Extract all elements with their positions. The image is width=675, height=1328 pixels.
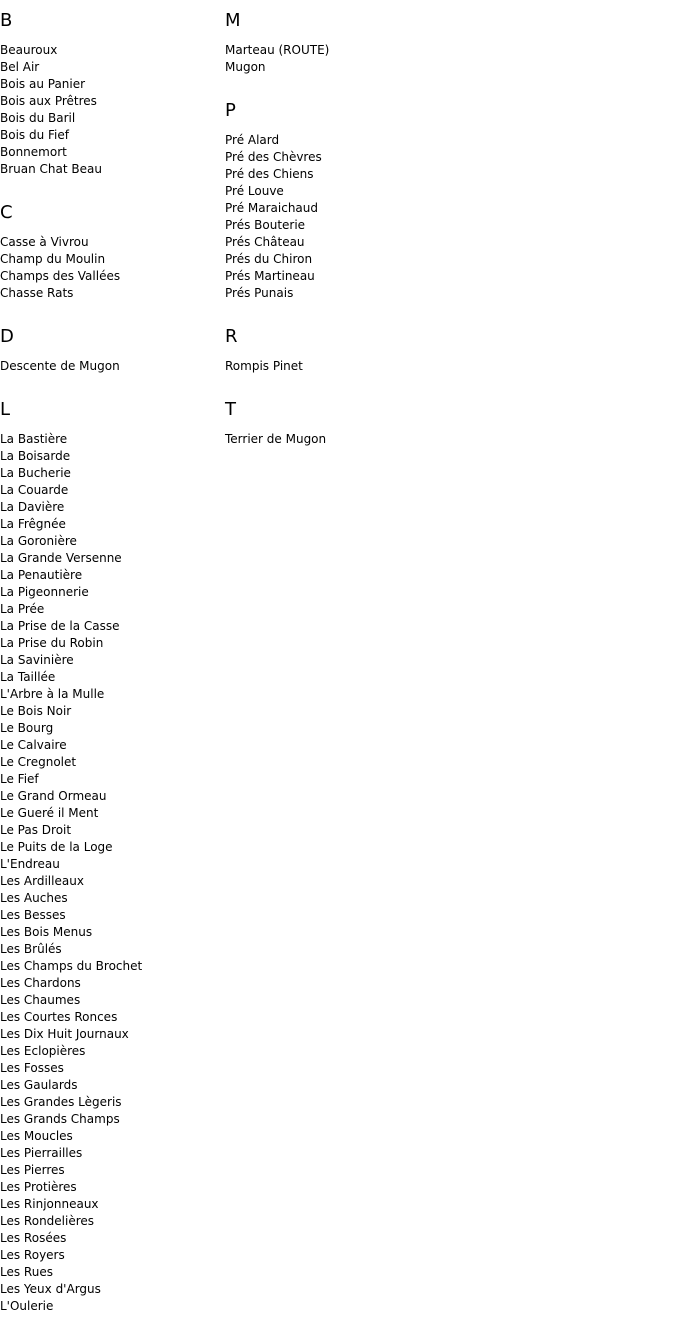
section-spacer	[225, 302, 445, 316]
place-name-entry: L'Endreau	[0, 857, 60, 871]
place-name-entry: Les Gaulards	[0, 1078, 78, 1092]
place-name-entry: La Pigeonnerie	[0, 585, 89, 599]
entry-list	[0, 358, 220, 375]
place-name-entry: Terrier de Mugon	[225, 432, 327, 446]
section-spacer	[0, 178, 220, 192]
place-name-entry: Prés Bouterie	[225, 218, 306, 232]
entry-list	[0, 431, 220, 1315]
entry-list	[225, 132, 445, 302]
place-name-entry: Les Pierrailles	[0, 1146, 83, 1160]
place-name-entry: Les Fosses	[0, 1061, 64, 1075]
place-name-entry: Le Cregnolet	[0, 755, 77, 769]
place-name-entry: Les Moucles	[0, 1129, 73, 1143]
place-name-entry: Les Chardons	[0, 976, 81, 990]
place-name-entry: Rompis Pinet	[225, 359, 303, 373]
section-letter-heading: M	[225, 10, 241, 31]
place-name-entry: Les Champs du Brochet	[0, 959, 143, 973]
place-name-entry: Le Calvaire	[0, 738, 67, 752]
place-name-entry: Le Grand Ormeau	[0, 789, 107, 803]
letter-section-c	[0, 192, 220, 316]
section-spacer	[0, 302, 220, 316]
place-name-entry: Bois au Panier	[0, 77, 86, 91]
place-name-entry: Pré des Chiens	[225, 167, 314, 181]
place-name-entry: Bonnemort	[0, 145, 67, 159]
place-name-entry: La Prée	[0, 602, 45, 616]
entry-list	[0, 42, 220, 178]
place-name-entry: Mugon	[225, 60, 266, 74]
section-spacer	[225, 76, 445, 90]
place-name-entry: La Prise du Robin	[0, 636, 104, 650]
place-name-entry: Les Dix Huit Journaux	[0, 1027, 129, 1041]
section-letter-heading: T	[225, 399, 236, 420]
letter-section-l	[0, 389, 220, 1315]
place-name-entry: Les Pierres	[0, 1163, 65, 1177]
letter-section-p	[225, 90, 445, 316]
place-name-entry: Prés Château	[225, 235, 305, 249]
letter-section-r	[225, 316, 445, 389]
entry-list	[0, 234, 220, 302]
place-name-entry: Champs des Vallées	[0, 269, 121, 283]
section-letter-heading: R	[225, 326, 238, 347]
place-name-entry: Les Royers	[0, 1248, 65, 1262]
place-name-entry: Descente de Mugon	[0, 359, 120, 373]
place-name-entry: La Couarde	[0, 483, 69, 497]
place-name-entry: La Bastière	[0, 432, 68, 446]
section-spacer	[225, 375, 445, 389]
place-name-entry: Bel Air	[0, 60, 40, 74]
place-name-entry: Les Rinjonneaux	[0, 1197, 99, 1211]
place-name-entry: Le Bourg	[0, 721, 54, 735]
left-column	[0, 0, 220, 1315]
place-name-entry: Marteau (ROUTE)	[225, 43, 330, 57]
place-name-entry: Bois aux Prêtres	[0, 94, 97, 108]
place-name-entry: Chasse Rats	[0, 286, 74, 300]
section-letter-heading: C	[0, 202, 13, 223]
place-name-entry: Le Pas Droit	[0, 823, 72, 837]
section-letter-heading: D	[0, 326, 14, 347]
place-name-entry: L'Oulerie	[0, 1299, 54, 1313]
place-name-entry: La Penautière	[0, 568, 83, 582]
place-name-entry: Les Chaumes	[0, 993, 81, 1007]
letter-section-b	[0, 0, 220, 192]
place-name-entry: Prés Martineau	[225, 269, 315, 283]
place-name-entry: Le Bois Noir	[0, 704, 72, 718]
place-name-entry: Les Rondelières	[0, 1214, 95, 1228]
section-letter-heading: L	[0, 399, 11, 420]
place-name-entry: Pré des Chèvres	[225, 150, 322, 164]
place-name-entry: La Boisarde	[0, 449, 71, 463]
place-name-entry: La Taillée	[0, 670, 56, 684]
place-name-entry: Prés Punais	[225, 286, 294, 300]
right-column	[225, 0, 445, 448]
place-name-entry: Bruan Chat Beau	[0, 162, 102, 176]
place-name-entry: La Frêgnée	[0, 517, 66, 531]
place-name-entry: La Savinière	[0, 653, 74, 667]
place-name-entry: Les Bois Menus	[0, 925, 93, 939]
place-name-entry: Pré Alard	[225, 133, 280, 147]
place-name-entry: Les Besses	[0, 908, 66, 922]
place-name-entry: Les Rues	[0, 1265, 53, 1279]
letter-section-d	[0, 316, 220, 389]
place-name-entry: La Goronière	[0, 534, 77, 548]
letter-section-m	[225, 0, 445, 90]
place-name-entry: Pré Louve	[225, 184, 284, 198]
place-name-entry: Le Fief	[0, 772, 39, 786]
place-name-entry: Les Protières	[0, 1180, 77, 1194]
section-spacer	[0, 375, 220, 389]
place-name-entry: Bois du Fief	[0, 128, 69, 142]
place-name-entry: Le Puits de la Loge	[0, 840, 113, 854]
section-letter-heading: P	[225, 100, 236, 121]
place-name-entry: Casse à Vivrou	[0, 235, 89, 249]
entry-list	[225, 42, 445, 76]
place-name-entry: Les Yeux d'Argus	[0, 1282, 101, 1296]
place-name-entry: Beauroux	[0, 43, 58, 57]
place-name-entry: L'Arbre à la Mulle	[0, 687, 105, 701]
place-name-entry: Champ du Moulin	[0, 252, 106, 266]
place-name-entry: La Bucherie	[0, 466, 71, 480]
place-name-entry: Les Rosées	[0, 1231, 67, 1245]
place-name-entry: La Davière	[0, 500, 65, 514]
place-name-entry: Bois du Baril	[0, 111, 76, 125]
place-name-entry: Les Grands Champs	[0, 1112, 120, 1126]
place-name-entry: Les Auches	[0, 891, 68, 905]
place-name-entry: Les Ardilleaux	[0, 874, 84, 888]
place-name-entry: Prés du Chiron	[225, 252, 313, 266]
letter-section-t	[225, 389, 445, 448]
place-name-entry: La Prise de la Casse	[0, 619, 120, 633]
place-name-entry: Les Grandes Lègeris	[0, 1095, 122, 1109]
place-name-entry: Les Brûlés	[0, 942, 62, 956]
place-name-entry: Le Gueré il Ment	[0, 806, 99, 820]
entry-list	[225, 358, 445, 375]
place-name-entry: La Grande Versenne	[0, 551, 122, 565]
entry-list	[225, 431, 445, 448]
place-name-entry: Les Courtes Ronces	[0, 1010, 118, 1024]
place-name-entry: Les Eclopières	[0, 1044, 86, 1058]
section-letter-heading: B	[0, 10, 13, 31]
place-name-entry: Pré Maraichaud	[225, 201, 318, 215]
